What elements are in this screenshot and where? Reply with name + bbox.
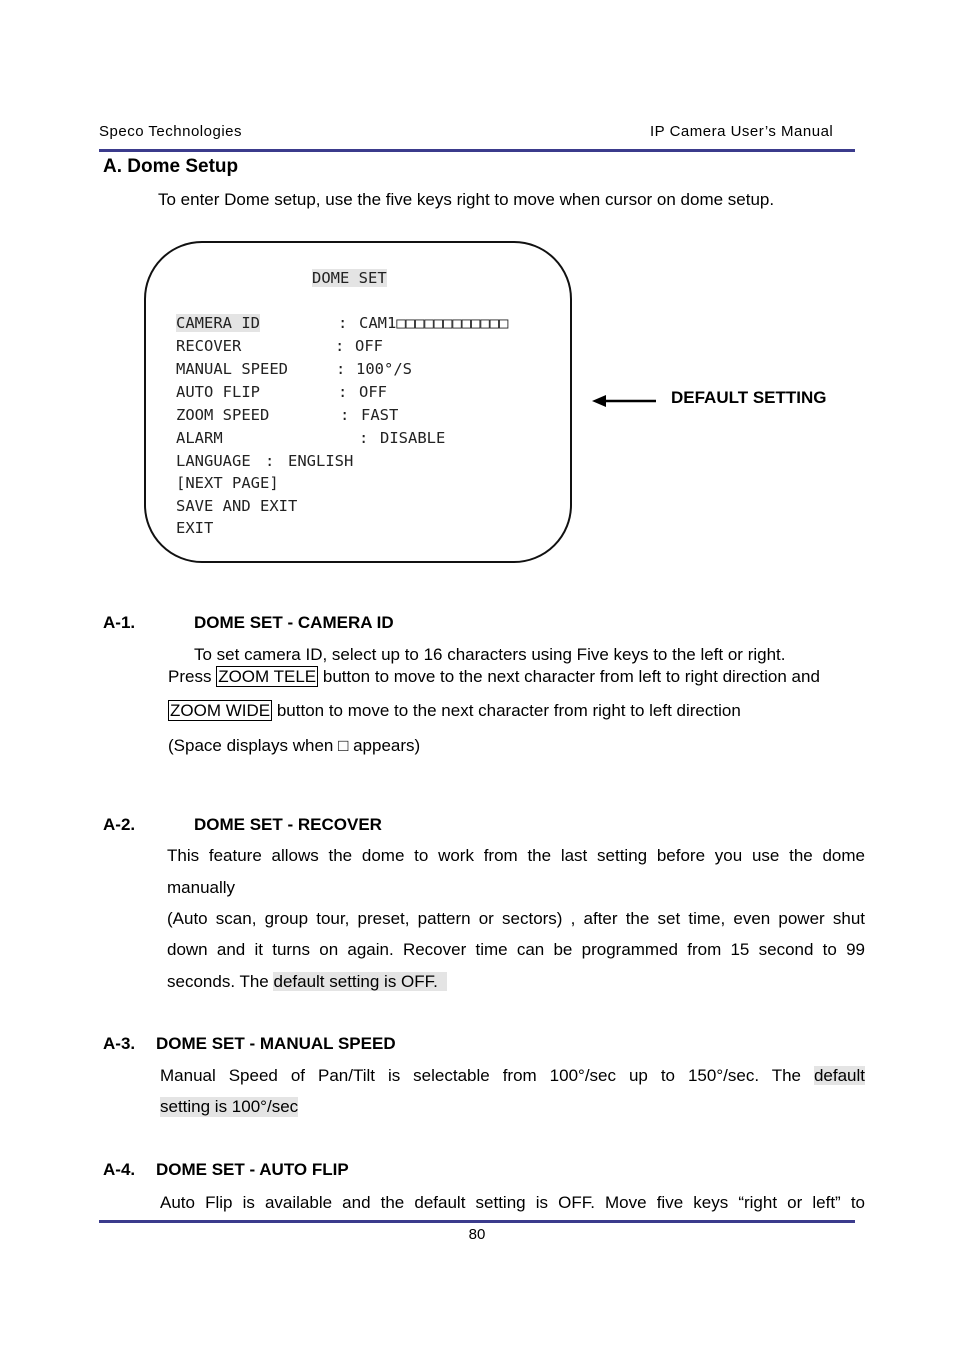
- osd-exit: EXIT: [176, 519, 214, 537]
- osd-label-manual-speed: MANUAL SPEED: [176, 360, 288, 378]
- a3-title: DOME SET - MANUAL SPEED: [156, 1034, 396, 1053]
- osd-sep: :: [265, 452, 275, 470]
- a1-line2: [168, 667, 820, 687]
- a1-number: A-1.: [103, 613, 136, 632]
- zoom-wide-key: ZOOM WIDE: [170, 701, 271, 720]
- osd-sep: :: [340, 406, 350, 424]
- a2-number: A-2.: [103, 815, 136, 834]
- a2-line1: This feature allows the dome to work from the last setting before you use the dome: [167, 846, 865, 865]
- a4-line1: Auto Flip is available and the default setting is OFF. Move five keys “right or left” to: [160, 1193, 865, 1212]
- a3-number: A-3.: [103, 1034, 136, 1053]
- a1-line2-rest: button to move to the next character from left to right direction and: [322, 667, 820, 686]
- a4-number: A-4.: [103, 1160, 136, 1179]
- a1-line1: To set camera ID, select up to 16 characters using Five keys to the left or right.: [194, 645, 786, 664]
- osd-label-language: LANGUAGE: [176, 452, 251, 470]
- a4-title: DOME SET - AUTO FLIP: [156, 1160, 349, 1179]
- header-company: Speco Technologies: [99, 123, 242, 140]
- header-manual-title: IP Camera User’s Manual: [650, 123, 834, 140]
- section-intro: To enter Dome setup, use the five keys right to move when cursor on dome setup.: [158, 190, 775, 209]
- a2-default-highlight: default setting is OFF.: [273, 972, 448, 991]
- osd-sep: :: [338, 314, 348, 332]
- a1-line3-rest: button to move to the next character from right to left direction: [276, 701, 741, 720]
- header-rule: [99, 149, 855, 152]
- osd-value-language: ENGLISH: [288, 452, 354, 470]
- osd-value-auto-flip: OFF: [359, 383, 387, 401]
- a1-line3: [168, 701, 741, 721]
- a1-title: DOME SET - CAMERA ID: [194, 613, 394, 632]
- osd-value-recover: OFF: [355, 337, 383, 355]
- osd-label-alarm: ALARM: [176, 429, 223, 447]
- osd-value-manual-speed: 100°/S: [356, 360, 412, 378]
- osd-sep: :: [338, 383, 348, 401]
- osd-next-page: [NEXT PAGE]: [176, 474, 279, 492]
- arrow-left-icon: [592, 392, 658, 410]
- osd-label-auto-flip: AUTO FLIP: [176, 383, 260, 401]
- osd-title: DOME SET: [312, 269, 387, 287]
- osd-value-camera-id: CAM1□□□□□□□□□□□□: [359, 314, 509, 332]
- a3-line1-text: Manual Speed of Pan/Tilt is selectable from 100°/sec up to 150°/sec. The: [160, 1066, 814, 1085]
- osd-value-alarm: DISABLE: [380, 429, 446, 447]
- osd-value-zoom-speed: FAST: [361, 406, 399, 424]
- osd-label-recover: RECOVER: [176, 337, 242, 355]
- footer-rule: [99, 1220, 855, 1223]
- a1-line4: (Space displays when □ appears): [168, 736, 421, 755]
- zoom-tele-key: ZOOM TELE: [218, 667, 317, 686]
- osd-label-zoom-speed: ZOOM SPEED: [176, 406, 270, 424]
- a2-title: DOME SET - RECOVER: [194, 815, 382, 834]
- a2-line3: (Auto scan, group tour, preset, pattern or sectors) , after the set time, even power shut: [167, 909, 865, 928]
- osd-save-and-exit: SAVE AND EXIT: [176, 497, 298, 515]
- page-number: 80: [468, 1226, 486, 1243]
- a2-line5-text: seconds. The: [167, 972, 274, 991]
- a2-line2: manually: [167, 878, 236, 897]
- osd-sep: :: [359, 429, 369, 447]
- osd-label-camera-id: CAMERA ID: [176, 314, 260, 332]
- a3-line1: [160, 1066, 865, 1086]
- osd-sep: :: [336, 360, 346, 378]
- default-setting-label: DEFAULT SETTING: [671, 388, 827, 407]
- a1-press: Press: [168, 667, 212, 686]
- section-title: A. Dome Setup: [103, 156, 239, 177]
- a2-line5: [167, 972, 447, 992]
- a2-line4: down and it turns on again. Recover time can be programmed from 15 second to 99: [167, 940, 865, 959]
- osd-sep: :: [335, 337, 345, 355]
- a3-default-highlight: default: [813, 1066, 865, 1085]
- a3-line2: setting is 100°/sec: [160, 1097, 299, 1116]
